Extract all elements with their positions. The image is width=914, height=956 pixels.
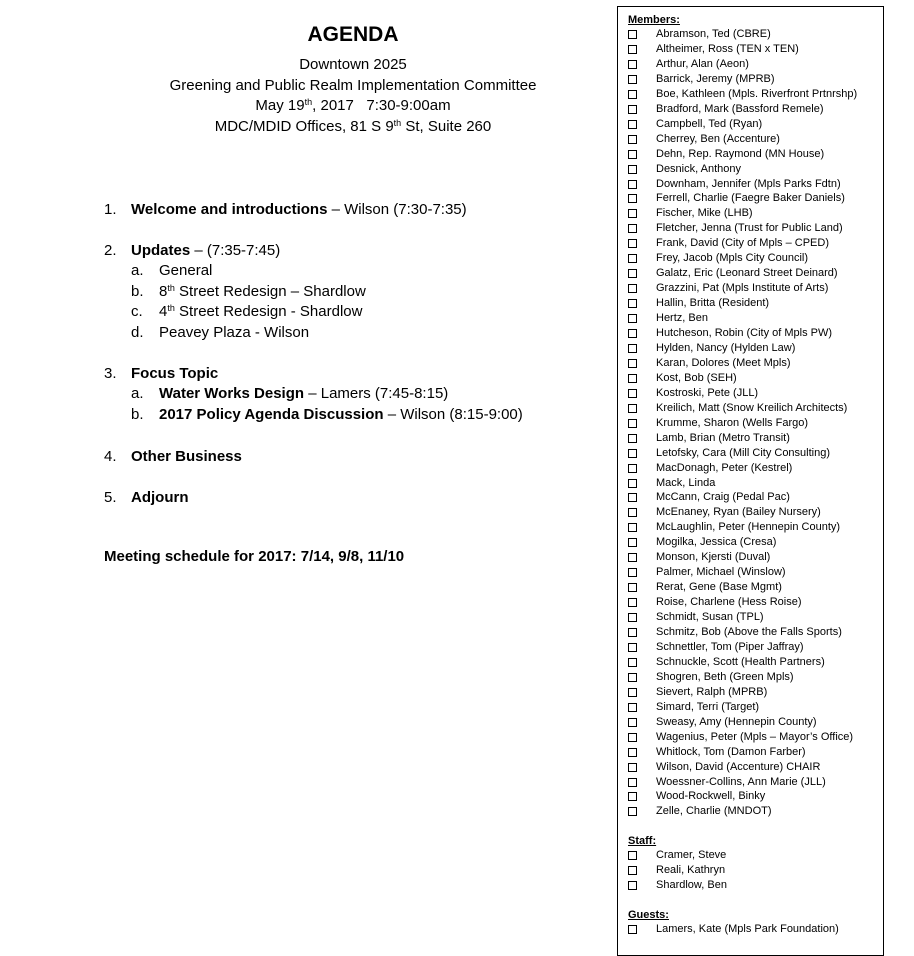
attendance-checkbox[interactable]: [628, 508, 637, 517]
attendance-checkbox[interactable]: [628, 269, 637, 278]
attendee-name: Bradford, Mark (Bassford Remele): [656, 102, 824, 115]
attendance-checkbox[interactable]: [628, 643, 637, 652]
attendance-checkbox[interactable]: [628, 165, 637, 174]
attendance-checkbox[interactable]: [628, 329, 637, 338]
attendee-name: Zelle, Charlie (MNDOT): [656, 805, 772, 818]
attendee-name: Dehn, Rep. Raymond (MN House): [656, 147, 825, 160]
attendee-name: Fischer, Mike (LHB): [656, 207, 753, 220]
attendance-checkbox[interactable]: [628, 866, 637, 875]
attendee-name: Karan, Dolores (Meet Mpls): [656, 356, 791, 369]
attendee-name: Altheimer, Ross (TEN x TEN): [656, 42, 799, 55]
attendee-name: Roise, Charlene (Hess Roise): [656, 596, 802, 609]
attendee-name: Shogren, Beth (Green Mpls): [656, 670, 794, 683]
attendance-checkbox[interactable]: [628, 389, 637, 398]
attendee-name: Reali, Kathryn: [656, 863, 726, 876]
attendance-checkbox[interactable]: [628, 778, 637, 787]
attendance-checkbox[interactable]: [628, 688, 637, 697]
attendance-checkbox[interactable]: [628, 748, 637, 757]
attendee-name: Woessner-Collins, Ann Marie (JLL): [656, 775, 826, 788]
attendee-name: Cherrey, Ben (Accenture): [656, 132, 780, 145]
attendee-name: Arthur, Alan (Aeon): [656, 57, 749, 70]
attendee-name: Boe, Kathleen (Mpls. Riverfront Prtnrshp): [656, 87, 858, 100]
attendance-checkbox[interactable]: [628, 733, 637, 742]
attendance-checkbox[interactable]: [628, 851, 637, 860]
attendee-name: Desnick, Anthony: [656, 162, 741, 175]
attendee-name: Mogilka, Jessica (Cresa): [656, 536, 777, 549]
attendee-name: Frey, Jacob (Mpls City Council): [656, 252, 808, 265]
attendee-name: Krumme, Sharon (Wells Fargo): [656, 416, 809, 429]
committee-name: Greening and Public Realm Implementation Committee: [169, 76, 537, 94]
attendance-checkbox[interactable]: [628, 344, 637, 353]
attendee-name: Hertz, Ben: [656, 312, 708, 325]
attendee-name: Abramson, Ted (CBRE): [656, 28, 771, 40]
attendee-name: Shardlow, Ben: [656, 878, 727, 891]
attendance-checkbox[interactable]: [628, 180, 637, 189]
attendance-checkbox[interactable]: [628, 404, 637, 413]
attendee-name: Schmidt, Susan (TPL): [656, 611, 764, 624]
attendance-checkbox[interactable]: [628, 359, 637, 368]
attendance-checkbox[interactable]: [628, 553, 637, 562]
attendance-checkbox[interactable]: [628, 807, 637, 816]
attendance-checkbox[interactable]: [628, 434, 637, 443]
attendance-checkbox[interactable]: [628, 763, 637, 772]
attendee-name: Schnuckle, Scott (Health Partners): [656, 655, 825, 668]
attendee-name: Mack, Linda: [656, 476, 716, 489]
attendee-name: Cramer, Steve: [656, 849, 727, 861]
attendance-checkbox[interactable]: [628, 658, 637, 667]
attendee-name: Wood-Rockwell, Binky: [656, 790, 766, 803]
attendance-checkbox[interactable]: [628, 568, 637, 577]
meeting-date: May 19th, 2017 7:30-9:00am: [255, 97, 451, 114]
attendance-checkbox[interactable]: [628, 523, 637, 532]
attendance-checkbox[interactable]: [628, 299, 637, 308]
attendance-checkbox[interactable]: [628, 75, 637, 84]
attendee-name: Galatz, Eric (Leonard Street Deinard): [656, 267, 838, 280]
attendee-name: McEnaney, Ryan (Bailey Nursery): [656, 506, 821, 519]
section-label: Guests:: [628, 909, 669, 921]
attendance-checkbox[interactable]: [628, 792, 637, 801]
attendance-checkbox[interactable]: [628, 493, 637, 502]
attendance-checkbox[interactable]: [628, 374, 637, 383]
attendee-name: Kreilich, Matt (Snow Kreilich Architects): [656, 401, 848, 414]
attendance-checkbox[interactable]: [628, 60, 637, 69]
attendee-name: Wagenius, Peter (Mpls – Mayor’s Office): [656, 730, 854, 743]
attendance-checkbox[interactable]: [628, 90, 637, 99]
org-name: Downtown 2025: [299, 56, 407, 73]
meeting-schedule: Meeting schedule for 2017: 7/14, 9/8, 11/10: [104, 548, 405, 565]
attendance-checkbox[interactable]: [628, 538, 637, 547]
attendee-name: Grazzini, Pat (Mpls Institute of Arts): [656, 282, 829, 295]
section-label: Members:: [628, 14, 680, 26]
attendee-name: Lamers, Kate (Mpls Park Foundation): [656, 923, 839, 935]
attendee-name: Hallin, Britta (Resident): [656, 297, 770, 310]
attendee-name: Hutcheson, Robin (City of Mpls PW): [656, 327, 833, 339]
attendance-checkbox[interactable]: [628, 254, 637, 263]
attendance-panel: [617, 6, 884, 956]
attendance-checkbox[interactable]: [628, 135, 637, 144]
attendance-checkbox[interactable]: [628, 464, 637, 473]
attendee-name: MacDonagh, Peter (Kestrel): [656, 461, 793, 474]
attendance-checkbox[interactable]: [628, 209, 637, 218]
attendee-name: Monson, Kjersti (Duval): [656, 551, 771, 564]
meeting-location: MDC/MDID Offices, 81 S 9th St, Suite 260: [214, 117, 492, 135]
attendance-checkbox[interactable]: [628, 284, 637, 293]
attendee-name: Kost, Bob (SEH): [656, 371, 737, 384]
attendance-checkbox[interactable]: [628, 479, 637, 488]
attendee-name: Frank, David (City of Mpls – CPED): [656, 237, 829, 250]
attendance-checkbox[interactable]: [628, 703, 637, 712]
attendance-checkbox[interactable]: [628, 120, 637, 129]
attendee-name: Sweasy, Amy (Hennepin County): [656, 715, 817, 728]
attendee-name: Schmitz, Bob (Above the Falls Sports): [656, 626, 842, 638]
attendance-checkbox[interactable]: [628, 628, 637, 637]
attendee-name: Schnettler, Tom (Piper Jaffray): [656, 640, 804, 653]
attendance-checkbox[interactable]: [628, 673, 637, 682]
attendance-checkbox[interactable]: [628, 239, 637, 248]
attendee-name: Whitlock, Tom (Damon Farber): [656, 745, 806, 758]
agenda-header: [0, 55, 706, 137]
section-label: Staff:: [628, 835, 657, 847]
attendance-checkbox[interactable]: [628, 718, 637, 727]
attendance-checkbox[interactable]: [628, 224, 637, 233]
attendee-name: McCann, Craig (Pedal Pac): [656, 491, 790, 504]
attendance-checkbox[interactable]: [628, 150, 637, 159]
attendee-name: McLaughlin, Peter (Hennepin County): [656, 521, 841, 534]
agenda-title: AGENDA: [307, 23, 399, 46]
attendee-name: Palmer, Michael (Winslow): [656, 566, 786, 579]
attendee-name: Sievert, Ralph (MPRB): [656, 685, 768, 698]
attendance-checkbox[interactable]: [628, 105, 637, 114]
attendance-checkbox[interactable]: [628, 613, 637, 622]
attendance-checkbox[interactable]: [628, 881, 637, 890]
attendee-name: Campbell, Ted (Ryan): [656, 117, 763, 130]
attendee-name: Letofsky, Cara (Mill City Consulting): [656, 446, 831, 459]
attendee-name: Fletcher, Jenna (Trust for Public Land): [656, 222, 843, 235]
attendance-checkbox[interactable]: [628, 583, 637, 592]
attendee-name: Hylden, Nancy (Hylden Law): [656, 341, 796, 354]
attendee-name: Wilson, David (Accenture) CHAIR: [656, 760, 821, 773]
attendee-name: Lamb, Brian (Metro Transit): [656, 431, 790, 444]
attendance-checkbox[interactable]: [628, 449, 637, 458]
attendance-checkbox[interactable]: [628, 314, 637, 323]
attendee-name: Downham, Jennifer (Mpls Parks Fdtn): [656, 177, 841, 190]
attendee-name: Kostroski, Pete (JLL): [656, 386, 759, 399]
attendance-checkbox[interactable]: [628, 194, 637, 203]
attendee-name: Barrick, Jeremy (MPRB): [656, 72, 775, 85]
attendee-name: Simard, Terri (Target): [656, 700, 760, 713]
attendance-checkbox[interactable]: [628, 598, 637, 607]
attendee-name: Ferrell, Charlie (Faegre Baker Daniels): [656, 192, 845, 205]
attendance-checkbox[interactable]: [628, 45, 637, 54]
attendance-checkbox[interactable]: [628, 925, 637, 934]
attendance-checkbox[interactable]: [628, 30, 637, 39]
attendance-checkbox[interactable]: [628, 419, 637, 428]
attendee-name: Rerat, Gene (Base Mgmt): [656, 581, 782, 594]
